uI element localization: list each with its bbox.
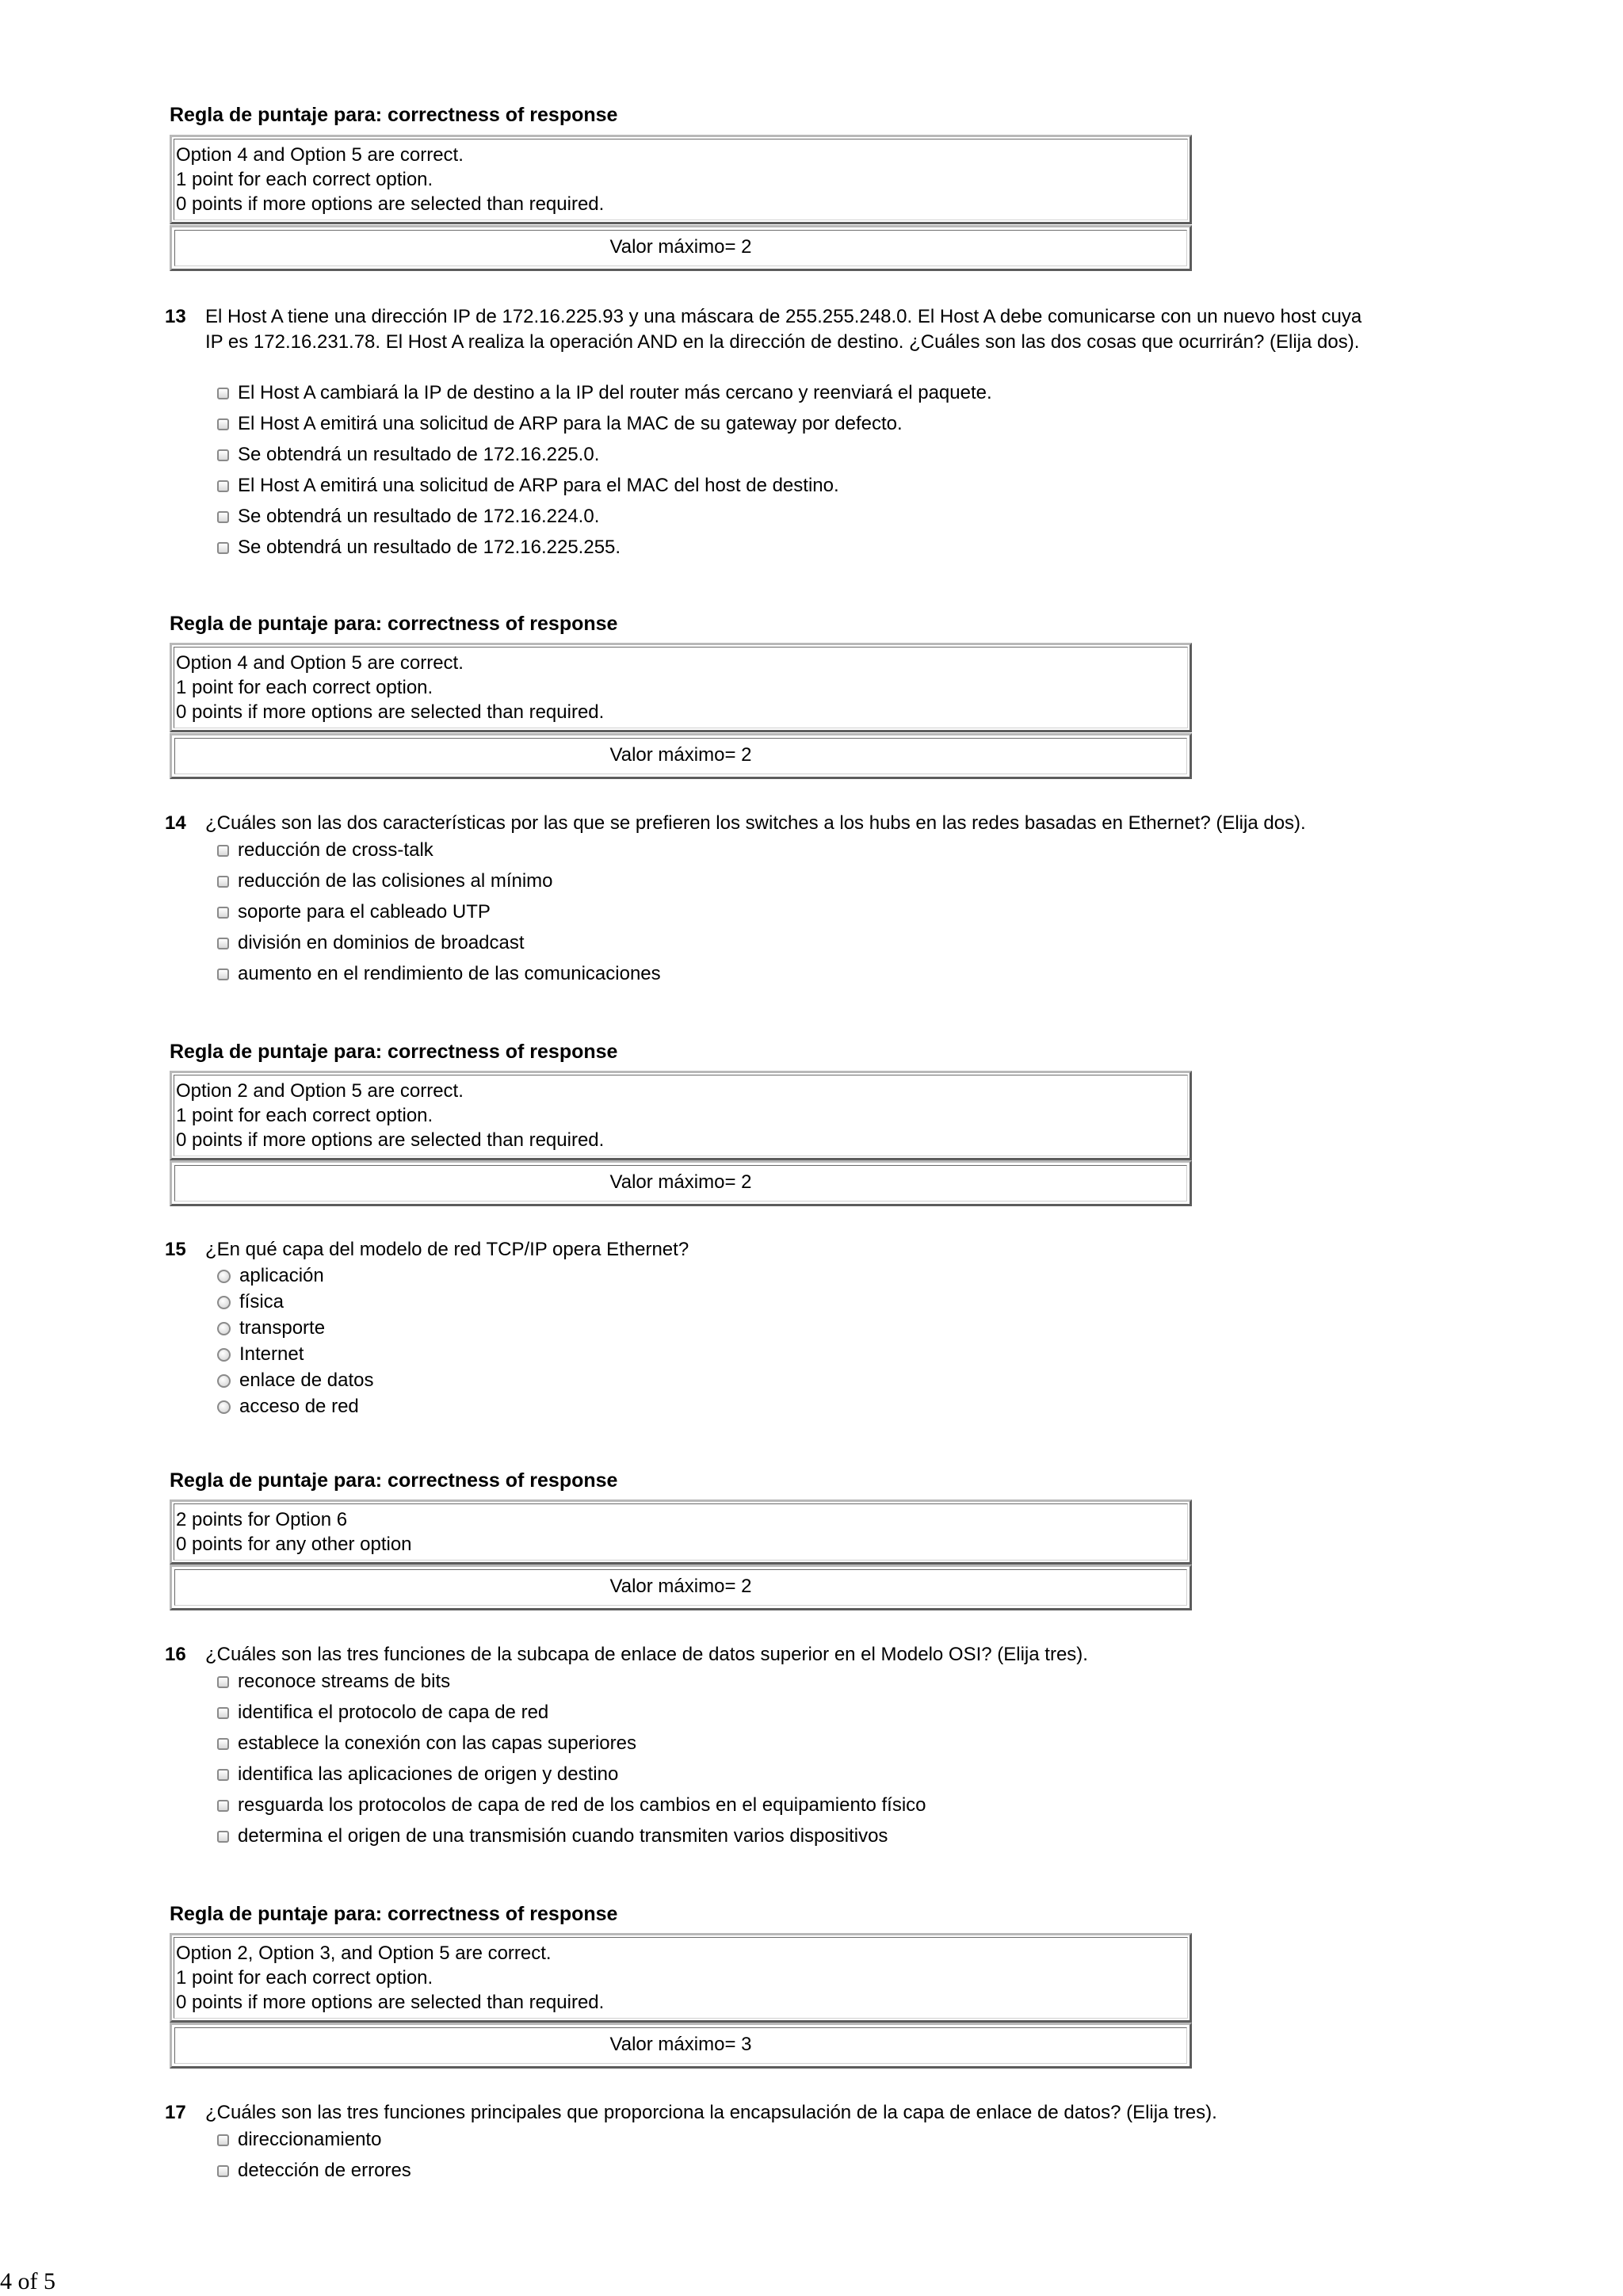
answer-option[interactable] bbox=[217, 869, 553, 894]
answer-option[interactable] bbox=[217, 900, 491, 925]
answer-option[interactable] bbox=[217, 442, 599, 468]
option-label: El Host A cambiará la IP de destino a la IP del router más cercano y reenviará el paquete. bbox=[238, 382, 992, 403]
answer-option[interactable] bbox=[217, 930, 525, 956]
option-label: El Host A emitirá una solicitud de ARP para la MAC de su gateway por defecto. bbox=[238, 413, 903, 434]
answer-option[interactable] bbox=[217, 535, 621, 560]
max-score-box bbox=[170, 1564, 1192, 1610]
question-number: 16 bbox=[165, 1644, 186, 1665]
scoring-rule-box bbox=[170, 643, 1192, 732]
question-text: ¿Cuáles son las tres funciones de la subcapa de enlace de datos superior en el Modelo OSI? (Elija tres). bbox=[205, 1644, 1088, 1665]
answer-option[interactable] bbox=[217, 473, 839, 499]
radio-button[interactable] bbox=[217, 1348, 231, 1362]
max-score: Valor máximo= 2 bbox=[174, 1165, 1187, 1201]
checkbox[interactable] bbox=[217, 542, 229, 554]
option-label: física bbox=[239, 1291, 285, 1312]
scoring-rule-box bbox=[170, 1933, 1192, 2023]
option-label: identifica las aplicaciones de origen y destino bbox=[238, 1763, 619, 1785]
rule-text: 1 point for each correct option. bbox=[176, 1105, 433, 1126]
answer-option[interactable] bbox=[217, 961, 661, 987]
checkbox[interactable] bbox=[217, 1676, 229, 1688]
radio-button[interactable] bbox=[217, 1270, 231, 1283]
checkbox[interactable] bbox=[217, 480, 229, 492]
answer-option[interactable] bbox=[217, 504, 599, 529]
option-label: aumento en el rendimiento de las comunicaciones bbox=[238, 963, 661, 984]
scoring-rule-title: Regla de puntaje para: correctness of response bbox=[170, 104, 618, 126]
option-label: transporte bbox=[239, 1317, 326, 1339]
option-label: El Host A emitirá una solicitud de ARP para el MAC del host de destino. bbox=[238, 475, 839, 496]
max-score: Valor máximo= 2 bbox=[174, 738, 1187, 774]
max-score-box bbox=[170, 2023, 1192, 2069]
question-number: 15 bbox=[165, 1239, 186, 1260]
option-label: enlace de datos bbox=[239, 1370, 374, 1391]
rule-text: 0 points if more options are selected than required. bbox=[176, 701, 605, 723]
rule-text: 0 points if more options are selected than required. bbox=[176, 193, 605, 215]
radio-button[interactable] bbox=[217, 1374, 231, 1388]
option-label: Se obtendrá un resultado de 172.16.225.255. bbox=[238, 537, 621, 558]
question-text: ¿En qué capa del modelo de red TCP/IP opera Ethernet? bbox=[205, 1239, 689, 1260]
answer-option[interactable] bbox=[217, 1368, 373, 1393]
scoring-rule-title: Regla de puntaje para: correctness of response bbox=[170, 1903, 618, 1925]
answer-option[interactable] bbox=[217, 411, 903, 437]
rule-text: 1 point for each correct option. bbox=[176, 1967, 433, 1988]
option-label: resguarda los protocolos de capa de red de los cambios en el equipamiento físico bbox=[238, 1794, 926, 1816]
checkbox[interactable] bbox=[217, 876, 229, 888]
option-label: establece la conexión con las capas superiores bbox=[238, 1733, 636, 1754]
rule-text: 2 points for Option 6 bbox=[176, 1509, 348, 1530]
max-score: Valor máximo= 3 bbox=[174, 2027, 1187, 2064]
question-number: 13 bbox=[165, 306, 186, 327]
question-number: 14 bbox=[165, 812, 186, 834]
answer-option[interactable] bbox=[217, 1289, 284, 1315]
max-score-box bbox=[170, 1160, 1192, 1206]
answer-option[interactable] bbox=[217, 838, 433, 863]
checkbox[interactable] bbox=[217, 845, 229, 857]
option-label: aplicación bbox=[239, 1265, 324, 1286]
answer-option[interactable] bbox=[217, 1316, 325, 1341]
page-counter: 4 of 5 bbox=[0, 2268, 55, 2294]
option-label: división en dominios de broadcast bbox=[238, 932, 525, 953]
checkbox[interactable] bbox=[217, 2165, 229, 2177]
rule-text: Option 4 and Option 5 are correct. bbox=[176, 652, 464, 674]
max-score: Valor máximo= 2 bbox=[174, 230, 1187, 266]
option-label: Se obtendrá un resultado de 172.16.225.0. bbox=[238, 444, 600, 465]
scoring-rule-title: Regla de puntaje para: correctness of response bbox=[170, 613, 618, 635]
rule-text: 0 points if more options are selected than required. bbox=[176, 1992, 605, 2013]
option-label: soporte para el cableado UTP bbox=[238, 901, 491, 923]
max-score-box bbox=[170, 225, 1192, 271]
scoring-rule-box bbox=[170, 135, 1192, 224]
radio-button[interactable] bbox=[217, 1400, 231, 1414]
option-label: reducción de cross-talk bbox=[238, 839, 433, 861]
checkbox[interactable] bbox=[217, 938, 229, 949]
answer-option[interactable] bbox=[217, 1700, 548, 1725]
answer-option[interactable] bbox=[217, 1762, 618, 1787]
question-number: 17 bbox=[165, 2102, 186, 2123]
checkbox[interactable] bbox=[217, 388, 229, 399]
radio-button[interactable] bbox=[217, 1322, 231, 1335]
rule-text: 0 points for any other option bbox=[176, 1534, 412, 1555]
answer-option[interactable] bbox=[217, 2127, 381, 2153]
max-score-box bbox=[170, 733, 1192, 779]
question-text: ¿Cuáles son las tres funciones principales que proporciona la encapsulación de la capa de enlace de datos? (Elija tres). bbox=[205, 2102, 1217, 2123]
answer-option[interactable] bbox=[217, 1394, 359, 1419]
checkbox[interactable] bbox=[217, 968, 229, 980]
checkbox[interactable] bbox=[217, 1707, 229, 1719]
option-label: Se obtendrá un resultado de 172.16.224.0. bbox=[238, 506, 600, 527]
scoring-rule-box bbox=[170, 1071, 1192, 1160]
rule-text: 0 points if more options are selected than required. bbox=[176, 1129, 605, 1151]
checkbox[interactable] bbox=[217, 1769, 229, 1781]
scoring-rule-box bbox=[170, 1499, 1192, 1564]
scoring-rule-title: Regla de puntaje para: correctness of response bbox=[170, 1041, 618, 1063]
checkbox[interactable] bbox=[217, 907, 229, 919]
option-label: detección de errores bbox=[238, 2160, 411, 2181]
option-label: direccionamiento bbox=[238, 2129, 382, 2150]
max-score: Valor máximo= 2 bbox=[174, 1569, 1187, 1606]
answer-option[interactable] bbox=[217, 1793, 926, 1818]
option-label: determina el origen de una transmisión cuando transmiten varios dispositivos bbox=[238, 1825, 888, 1847]
checkbox[interactable] bbox=[217, 1831, 229, 1843]
checkbox[interactable] bbox=[217, 1800, 229, 1812]
checkbox[interactable] bbox=[217, 511, 229, 523]
option-label: acceso de red bbox=[239, 1396, 359, 1417]
option-label: reducción de las colisiones al mínimo bbox=[238, 870, 553, 892]
rule-text: Option 2 and Option 5 are correct. bbox=[176, 1080, 464, 1102]
checkbox[interactable] bbox=[217, 449, 229, 461]
radio-button[interactable] bbox=[217, 1296, 231, 1309]
checkbox[interactable] bbox=[217, 418, 229, 430]
answer-option[interactable] bbox=[217, 1263, 324, 1289]
answer-option[interactable] bbox=[217, 2158, 411, 2183]
checkbox[interactable] bbox=[217, 1738, 229, 1750]
answer-option[interactable] bbox=[217, 1731, 636, 1756]
option-label: identifica el protocolo de capa de red bbox=[238, 1702, 549, 1723]
answer-option[interactable] bbox=[217, 380, 992, 406]
checkbox[interactable] bbox=[217, 2134, 229, 2146]
answer-option[interactable] bbox=[217, 1824, 888, 1849]
answer-option[interactable] bbox=[217, 1342, 304, 1367]
rule-text: Option 2, Option 3, and Option 5 are correct. bbox=[176, 1943, 552, 1964]
rule-text: 1 point for each correct option. bbox=[176, 677, 433, 698]
option-label: Internet bbox=[239, 1343, 304, 1365]
question-text: El Host A tiene una dirección IP de 172.16.225.93 y una máscara de 255.255.248.0. El Host A debe comunicarse con un nuevo host cuya IP es 172.16.231.78. El Host A realiza la operación AND en la dirección de destino. ¿Cuáles son las dos cosas que ocurrirán? (Elija dos). bbox=[205, 306, 1362, 353]
rule-text: 1 point for each correct option. bbox=[176, 169, 433, 190]
scoring-rule-title: Regla de puntaje para: correctness of response bbox=[170, 1469, 618, 1492]
answer-option[interactable] bbox=[217, 1669, 450, 1694]
rule-text: Option 4 and Option 5 are correct. bbox=[176, 144, 464, 166]
option-label: reconoce streams de bits bbox=[238, 1671, 451, 1692]
question-text: ¿Cuáles son las dos características por las que se prefieren los switches a los hubs en las redes basadas en Ethernet? (Elija dos). bbox=[205, 812, 1306, 834]
